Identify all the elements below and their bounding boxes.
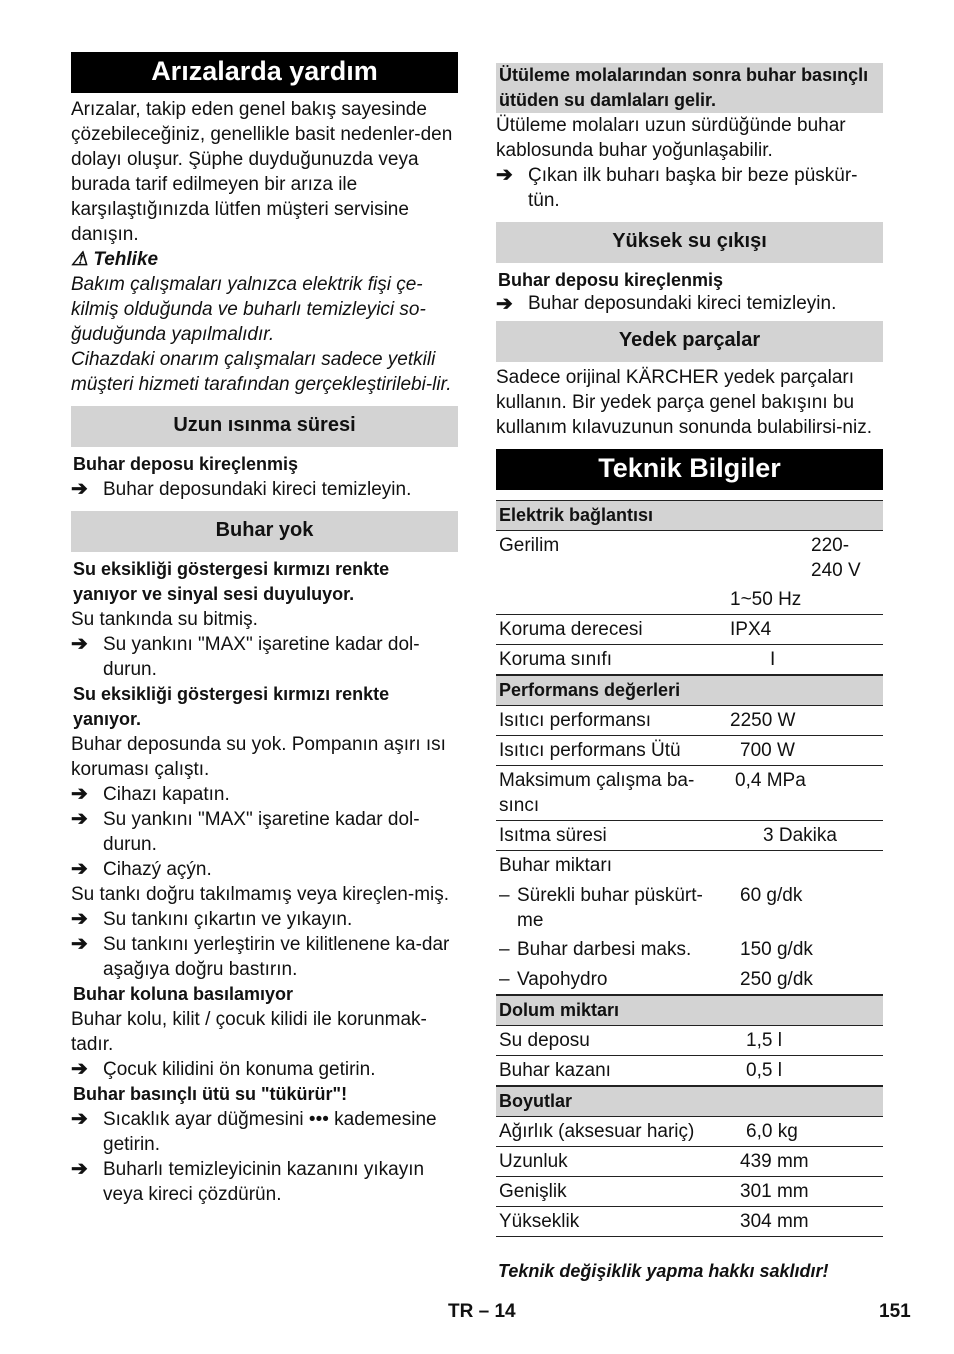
section-spare-parts: Yedek parçalar [496,321,883,362]
table-row: Koruma derecesi IPX4 [496,615,883,645]
arrow-icon: ➔ [71,1058,88,1080]
action-item: ➔ Çıkan ilk buharı başka bir beze püskür-tün. [496,164,858,211]
arrow-icon: ➔ [71,1158,88,1180]
subheading: Buhar koluna basılamıyor [73,984,294,1004]
table-section: Dolum miktarı [496,995,883,1026]
table-row: Gerilim 220-240 V [499,535,861,581]
action-item: ➔ Çocuk kilidini ön konuma getirin. [71,1058,376,1080]
left-column [71,52,458,1207]
table-row: Koruma sınıfı I [496,645,883,675]
tech-title: Teknik Bilgiler [496,449,883,490]
section-high-water: Yüksek su çıkışı [496,222,883,263]
subheading: Buhar deposu kireçlenmiş [73,454,299,474]
arrow-icon: ➔ [71,478,88,500]
subheading-drips: Ütüleme molalarından sonra buhar basınçlı ütüden su damlaları gelir. [496,63,883,113]
action-item: ➔ Su tankını yerleştirin ve kilitlenene ka-dar aşağıya doğru bastırın. [71,933,450,980]
table-section: Performans değerleri [496,675,883,706]
table-row: Ağırlık (aksesuar hariç) 6,0 kg [496,1117,883,1147]
technical-note: Teknik değişiklik yapma hakkı saklıdır! [498,1261,829,1281]
table-row: Buhar kazanı 0,5 l [496,1056,883,1086]
danger-text-2: Cihazdaki onarım çalışmaları sadece yetkili müşteri hizmeti tarafından gerçekleştirilebi-lir. [71,349,452,395]
action-item: ➔ Su yankını "MAX" işaretine kadar dol-durun. [71,808,420,855]
page-number: 151 [879,1301,911,1322]
table-row: – Buhar darbesi maks. 150 g/dk [499,939,813,960]
table-section: Boyutlar [496,1086,883,1117]
arrow-icon: ➔ [71,808,88,830]
action-item: ➔ Buharlı temizleyicinin kazanını yıkayın veya kireci çözdürün. [71,1158,425,1205]
danger-text-1: Bakım çalışmaları yalnızca elektrik fişi çe-kilmiş olduğunda ve buharlı temizleyici so-ğuduğunda yapılmalıdır. [71,274,426,345]
table-row: Su deposu 1,5 l [496,1026,883,1056]
arrow-icon: ➔ [496,293,513,315]
table-row: Isıtıcı performansı 2250 W [496,706,883,736]
action-item: ➔ Buhar deposundaki kireci temizleyin. [496,293,837,315]
cause-text: Buhar deposunda su yok. Pompanın aşırı ısı koruması çalıştı. [71,734,446,780]
arrow-icon: ➔ [71,633,88,655]
table-row: – Vapohydro 250 g/dk [496,965,883,995]
table-row: Yükseklik 304 mm [496,1207,883,1237]
cause-text: Su tankında su bitmiş. [71,609,258,630]
action-item: ➔ Cihazı kapatın. [71,783,230,805]
cause-text: Ütüleme molaları uzun sürdüğünde buhar kablosunda buhar yoğunlaşabilir. [496,115,846,161]
subheading: Su eksikliği göstergesi kırmızı renkte yanıyor ve sinyal sesi duyuluyor. [73,559,390,604]
table-row: Isıtıcı performans Ütü 700 W [496,736,883,766]
subheading: Buhar deposu kireçlenmiş [498,270,724,290]
warning-triangle-icon: ⚠ [71,249,89,270]
arrow-icon: ➔ [71,933,88,955]
intro-text: Arızalar, takip eden genel bakış sayesinde çözebileceğiniz, genellikle basit nedenler-den dolayı oluşur. Şüphe duyduğunuzda veya burada tarif edilmeyen bir arıza ile karşılaştığınızda lütfen müşteri servisine danışın. [71,99,453,245]
table-row: Buhar miktarı [499,855,612,876]
footer-section-label: TR – 14 [448,1301,516,1322]
action-item: ➔ Buhar deposundaki kireci temizleyin. [71,478,412,500]
section-no-steam: Buhar yok [71,511,458,552]
arrow-icon: ➔ [71,858,88,880]
danger-label: Tehlike [93,249,159,270]
table-row: Genişlik 301 mm [496,1177,883,1207]
action-item: ➔ Su tankını çıkartın ve yıkayın. [71,908,353,930]
table-row: Uzunluk 439 mm [496,1147,883,1177]
action-item: ➔ Cihazý açýn. [71,858,212,880]
action-item: ➔ Su yankını "MAX" işaretine kadar dol-durun. [71,633,420,680]
action-item: ➔ Sıcaklık ayar düğmesini ••• kademesine getirin. [71,1108,437,1155]
arrow-icon: ➔ [71,1108,88,1130]
arrow-icon: ➔ [496,164,513,186]
subheading: Su eksikliği göstergesi kırmızı renkte yanıyor. [73,684,390,729]
help-title: Arızalarda yardım [71,52,458,93]
subheading: Buhar basınçlı ütü su "tükürür"! [73,1084,348,1104]
arrow-icon: ➔ [71,908,88,930]
right-column [496,63,883,1284]
section-long-heating: Uzun ısınma süresi [71,406,458,447]
table-section: Elektrik bağlantısı [496,500,883,531]
spare-parts-text: Sadece orijinal KÄRCHER yedek parçaları kullanın. Bir yedek parça genel bakışını bu kullanım kılavuzunun sonunda bulabilirsi-niz. [496,367,872,438]
table-row: 1~50 Hz [496,585,883,615]
danger-heading [71,247,458,272]
tech-table [496,500,883,1237]
cause-text: Su tankı doğru takılmamış veya kireçlen-miş. [71,884,450,905]
arrow-icon: ➔ [71,783,88,805]
table-row: Maksimum çalışma ba-sıncı 0,4 MPa [496,766,883,821]
table-row: Isıtma süresi 3 Dakika [496,821,883,851]
cause-text: Buhar kolu, kilit / çocuk kilidi ile korunmak-tadır. [71,1009,427,1055]
table-row: – Sürekli buhar püskürt-me 60 g/dk [499,885,803,931]
